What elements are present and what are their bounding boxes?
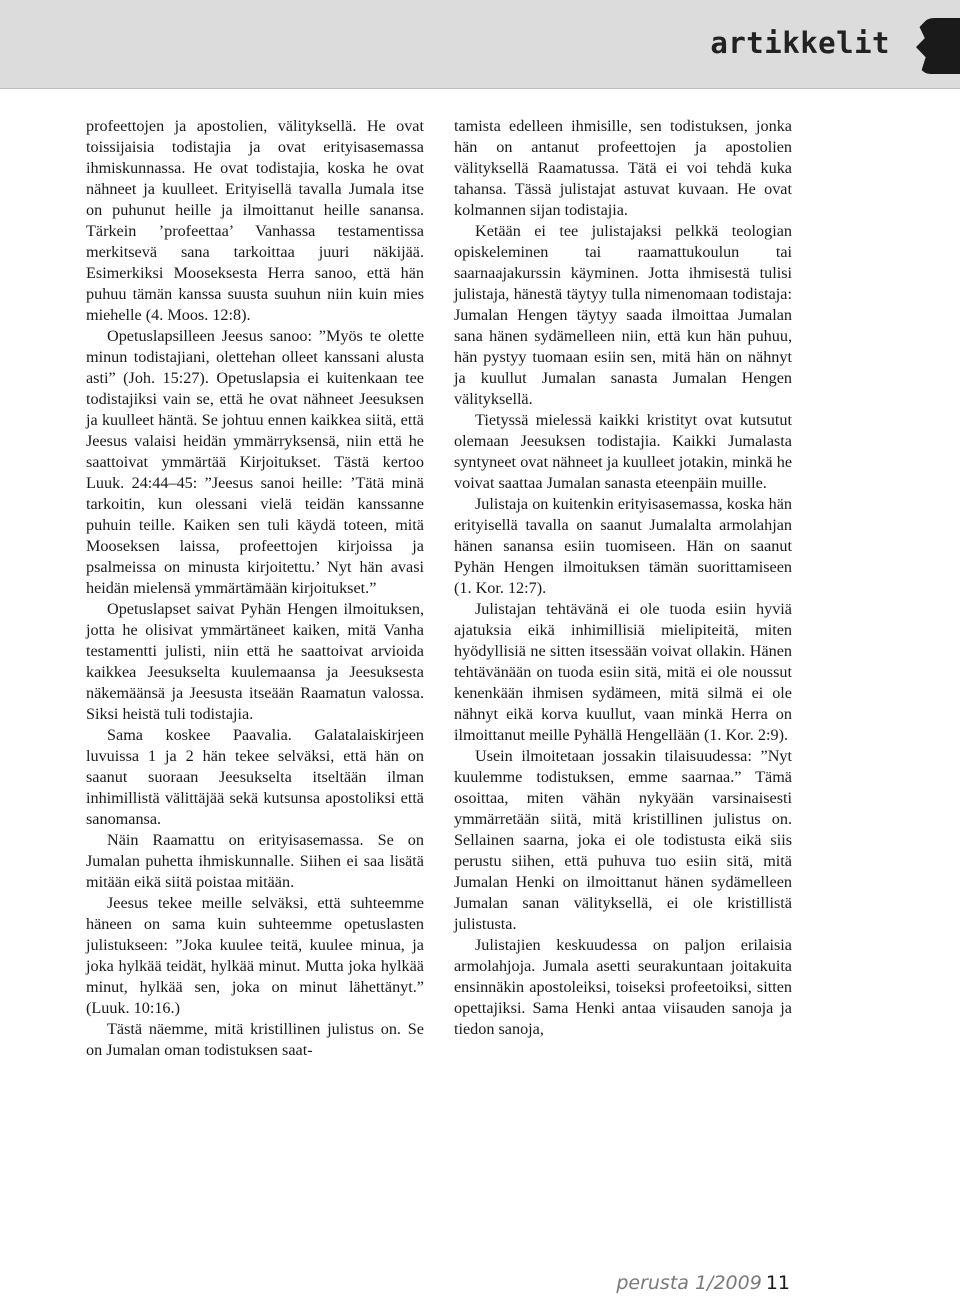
paragraph: profeettojen ja apostolien, välityksellä. He ovat toissijaisia todistajia ja ovat erityisasemassa ihmiskunnassa. He ovat todistajia, koska he ovat nähneet ja kuulleet. Erityisellä tavalla Jumala itse on puhunut heille ja ilmoittanut heille sanansa. Tärkein ’profeettaa’ Vanhassa testamentissa merkitsevä sana tarkoittaa juuri näkijää. Esimerkiksi Mooseksesta Herra sanoo, että hän puhuu tämän kanssa suusta suuhun niin kuin mies miehelle (4. Moos. 12:8).: [86, 117, 424, 324]
page-footer: [616, 1272, 790, 1294]
paragraph: Opetuslapsilleen Jeesus sanoo: ”Myös te olette minun todistajiani, olettehan olleet kanssani alusta asti” (Joh. 15:27). Opetuslapsia ei kuitenkaan tee todistajiksi vain se, että he ovat nähneet Jeesuksen ja kuulleet häntä. Se johtuu ennen kaikkea siitä, että Jeesus valaisi heidän ymmärryksensä, niin että he saattoivat ymmärtää Kirjoitukset. Tästä kertoo Luuk. 24:44–45: ”Jeesus sanoi heille: ’Tätä minä tarkoitin, kun olessani vielä teidän kanssanne puhuin teille. Kaiken sen tuli käydä toteen, mitä Mooseksen laissa, profeettojen kirjoissa ja psalmeissa on minusta kirjoitettu.’ Nyt hän avasi heidän mielensä ymmärtämään kirjoitukset.”: [86, 327, 424, 597]
paragraph: tamista edelleen ihmisille, sen todistuksen, jonka hän on antanut profeettojen ja apostolien välityksellä Raamatussa. Tätä ei voi tehdä kuka tahansa. Tässä julistajat astuvat kuvaan. He ovat kolmannen sijan todistajia.: [454, 117, 792, 219]
paragraph: Jeesus tekee meille selväksi, että suhteemme häneen on sama kuin suhteemme opetuslasten julistukseen: ”Joka kuulee teitä, kuulee minua, ja joka hylkää teidät, hylkää minut. Mutta joka hylkää minut, hylkää sen, joka on minut lähettänyt.” (Luuk. 10:16.): [86, 894, 424, 1017]
paragraph: Usein ilmoitetaan jossakin tilaisuudessa: ”Nyt kuulemme todistuksen, emme saarnaa.” Tämä osoittaa, miten vähän nykyään varsinaisesti ymmärretään siitä, mitä kristillinen julistus on. Sellainen saarna, joka ei ole todistusta eikä siis perustu siihen, että puhuva tuo esiin sitä, mitä Jumalan Henki on ilmoittanut hänen sydämelleen Jumalan sanan välityksellä, ei ole kristillistä julistusta.: [454, 747, 792, 933]
section-title: artikkelit: [710, 26, 890, 60]
ink-splash-decoration: [916, 18, 960, 74]
paragraph: Tietyssä mielessä kaikki kristityt ovat kutsutut olemaan Jeesuksen todistajia. Kaikki Jumalasta syntyneet ovat nähneet ja kuulleet jotakin, minkä he voivat saattaa Jumalan sanasta eteenpäin muille.: [454, 411, 792, 492]
paragraph: Julistaja on kuitenkin erityisasemassa, koska hän erityisellä tavalla on saanut Jumalalta armolahjan hänen sanansa esiin tuomiseen. Hän on saanut Pyhän Hengen ilmoituksen tämän suorittamiseen (1. Kor. 12:7).: [454, 495, 792, 597]
header-band: [0, 0, 960, 89]
paragraph: Sama koskee Paavalia. Galatalaiskirjeen luvuissa 1 ja 2 hän tekee selväksi, että hän on saanut suoraan Jeesukselta itseltään ilman inhimillistä välittäjää sekä kutsunsa apostoliksi että sanomansa.: [86, 726, 424, 828]
paragraph: Julistajan tehtävänä ei ole tuoda esiin hyviä ajatuksia eikä inhimillisiä mielipiteitä, miten hyödyllisiä ne sitten itsessään voivat ollakin. Hänen tehtävänään on tuoda esiin sitä, mitä ei ole noussut kenenkään ihmisen sydämeen, mitä silmä ei ole nähnyt eikä korva kuullut, vaan minkä Herra on ilmoittanut meille Pyhällä Hengellään (1. Kor. 2:9).: [454, 600, 792, 744]
paragraph: Julistajien keskuudessa on paljon erilaisia armolahjoja. Jumala asetti seurakuntaan joitakuita ensinnäkin apostoleiksi, toiseksi profeetoiksi, sitten opettajiksi. Sama Henki antaa viisauden sanoja ja tiedon sanoja,: [454, 936, 792, 1038]
article-column-left: [86, 116, 424, 1061]
article-column-right: [454, 116, 792, 1040]
paragraph: Tästä näemme, mitä kristillinen julistus on. Se on Jumalan oman todistuksen saat-: [86, 1020, 424, 1059]
paragraph: Ketään ei tee julistajaksi pelkkä teologian opiskeleminen tai raamattukoulun tai saarnaajakurssin käyminen. Jotta ihmisestä tulisi julistaja, hänestä täytyy tulla nimenomaan todistaja: Jumalan Hengen täytyy saada ilmoittaa Jumalan sana hänen sydämelleen niin, että kun hän puhuu, hän pystyy tuomaan esiin sen, mitä hän on nähnyt ja kuullut Jumalan sanasta Jumalan Hengen välityksellä.: [454, 222, 792, 408]
page-number: 11: [765, 1272, 790, 1294]
publication-name: perusta 1/2009: [616, 1272, 762, 1294]
paragraph: Näin Raamattu on erityisasemassa. Se on Jumalan puhetta ihmiskunnalle. Siihen ei saa lisätä mitään eikä siitä poistaa mitään.: [86, 831, 424, 891]
paragraph: Opetuslapset saivat Pyhän Hengen ilmoituksen, jotta he olisivat ymmärtäneet kaiken, mitä Vanha testamentti julisti, niin että he saattoivat arvioida kaikkea Jeesukselta kuulemaansa ja Jeesuksesta näkemäänsä ja Jeesusta itseään Raamatun valossa. Siksi heistä tuli todistajia.: [86, 600, 424, 723]
